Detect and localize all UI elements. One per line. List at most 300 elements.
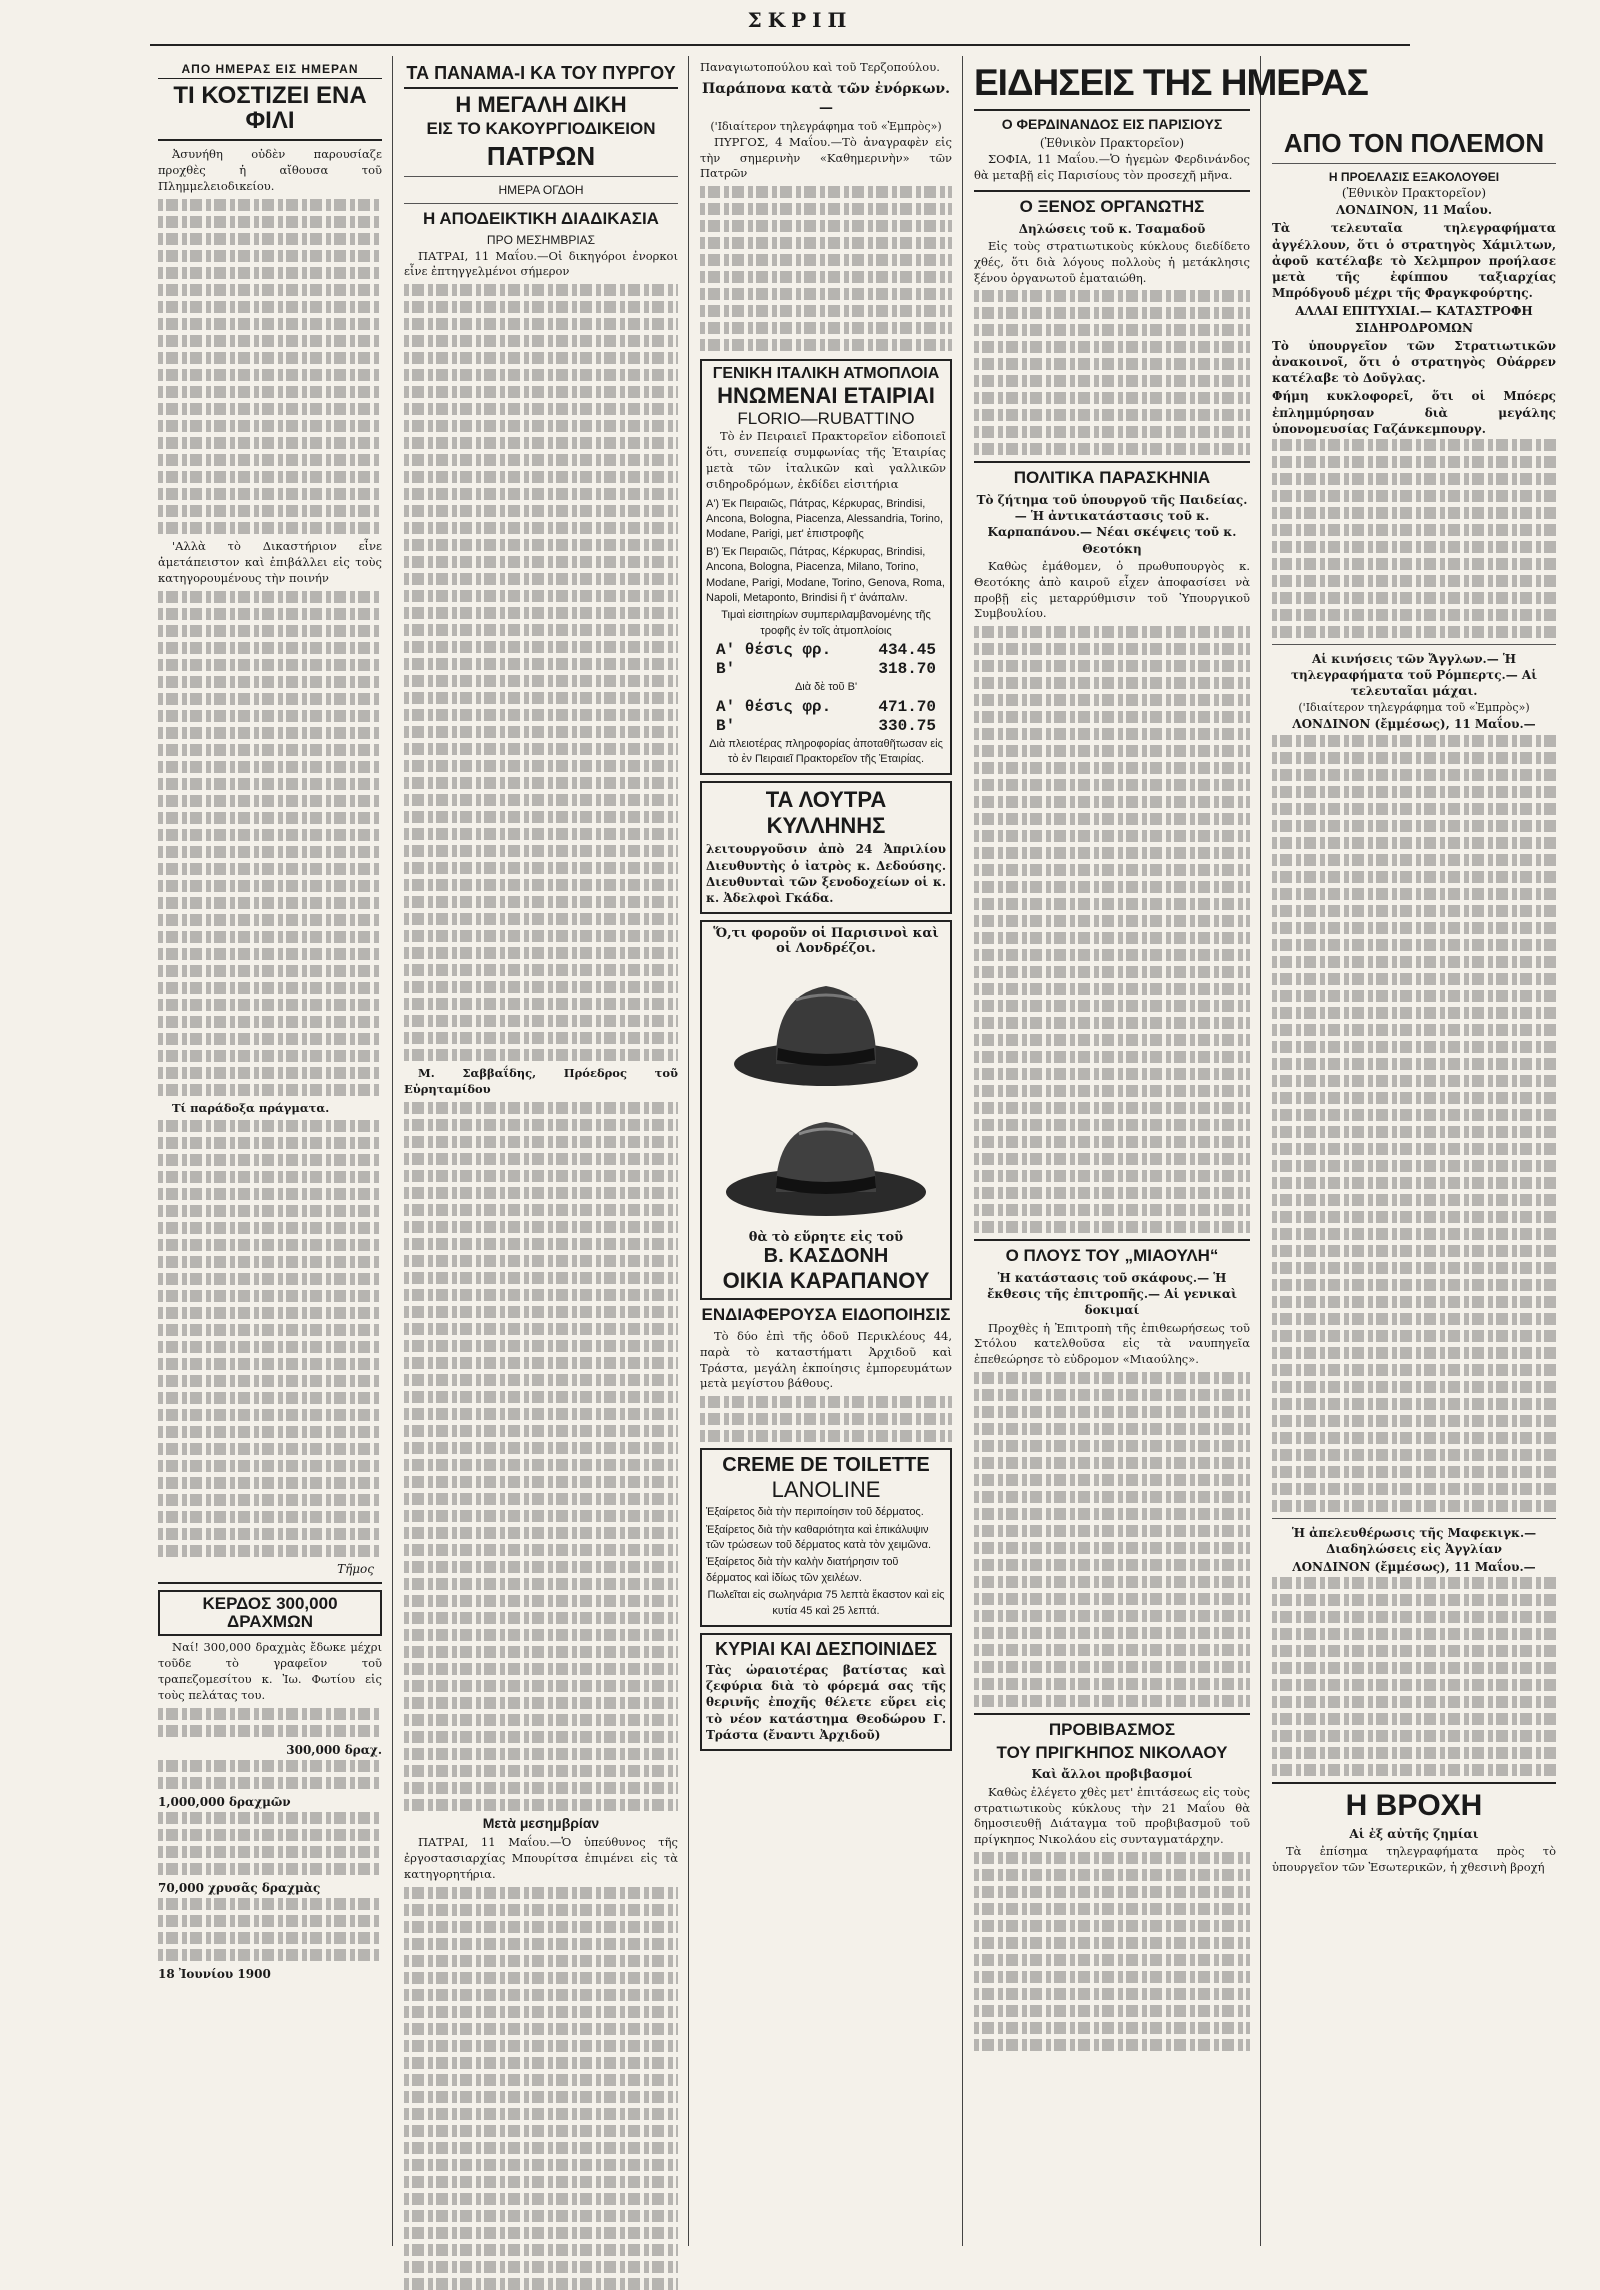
column-4 <box>966 60 1368 2250</box>
text-line <box>974 1000 1250 1012</box>
divider <box>974 190 1250 192</box>
text-line <box>158 659 382 671</box>
price-row-a2 <box>716 698 936 716</box>
ad-steamship <box>700 359 952 775</box>
price-label: Β' <box>716 716 736 735</box>
text-line <box>1272 1611 1556 1623</box>
text-line <box>974 762 1250 774</box>
ad-cream-foot: Πωλεῖται εἰς σωληνάρια 75 λεπτὰ ἕκαστον καὶ εἰς κυτία 45 καὶ 25 λεπτά. <box>707 1589 945 1617</box>
story-4-heading: Ἡ κατάστασις τοῦ σκάφους.— Ἡ ἔκθεσις τῆς ἐπιτροπῆς.— Αἱ γενικαὶ δοκιμαί <box>987 1270 1237 1318</box>
text-line <box>1272 1466 1556 1478</box>
text-line <box>974 949 1250 961</box>
divider <box>974 109 1250 111</box>
text-line <box>974 898 1250 910</box>
divider <box>974 1713 1250 1715</box>
section-title: Η ΑΠΟΔΕΙΚΤΙΚΗ ΔΙΑΔΙΚΑΣΙΑ <box>423 208 659 228</box>
text-line <box>158 914 382 926</box>
text-line <box>974 1051 1250 1063</box>
text-line <box>1272 541 1556 553</box>
ad-fabrics <box>700 1633 952 1751</box>
text-line <box>974 1886 1250 1898</box>
text-line <box>1272 1279 1556 1291</box>
text-line <box>974 1204 1250 1216</box>
story-2-body: Εἰς τοὺς στρατιωτικοὺς κύκλους διεδίδετο χθές, ὅτι διὰ λόγους πολλοὺς ἡ μετάκλησις ξένου ὀργανωτοῦ ἐματαιώθη. <box>974 238 1250 285</box>
text-line <box>974 779 1250 791</box>
text-line <box>404 2210 678 2222</box>
text-line <box>404 1049 678 1061</box>
text-line <box>974 392 1250 404</box>
divider <box>158 139 382 141</box>
text-line <box>404 488 678 500</box>
story-5-title-2: ΤΟΥ ΠΡΙΓΚΗΠΟΣ ΝΙΚΟΛΑΟΥ <box>996 1742 1228 1762</box>
text-line <box>404 1955 678 1967</box>
divider <box>404 176 678 177</box>
text-line <box>1272 1432 1556 1444</box>
ad-steamship-price-label: Τιμαὶ εἰσιτηρίων συμπεριλαμβανομένης τῆς τροφῆς ἐν τοῖς ἀτμοπλοίοις <box>721 609 931 637</box>
text-line <box>1272 1024 1556 1036</box>
text-line <box>158 744 382 756</box>
price-value: 318.70 <box>878 660 936 679</box>
text-line <box>404 2244 678 2256</box>
story-4-body: Προχθὲς ἡ Ἐπιτροπὴ τῆς ἐπιθεωρήσεως τοῦ Στόλου κατελθοῦσα εἰς τὰ ναυπηγεῖα ἐπεθεώρησε τὸ εὐδρομον «Μιαούλης». <box>974 1320 1250 1367</box>
text-line <box>1272 820 1556 832</box>
text-line <box>700 220 952 232</box>
text-line <box>700 288 952 300</box>
column-rule <box>962 56 963 2246</box>
text-line <box>404 607 678 619</box>
text-line <box>974 745 1250 757</box>
text-line <box>1272 1594 1556 1606</box>
text-line <box>1272 956 1556 968</box>
divider <box>404 203 678 204</box>
divider <box>974 1239 1250 1241</box>
text-line <box>404 1561 678 1573</box>
text-line <box>404 1289 678 1301</box>
text-line <box>974 1457 1250 1469</box>
column-2 <box>396 60 686 2250</box>
text-line <box>404 1595 678 1607</box>
text-line <box>404 1255 678 1267</box>
text-line <box>974 1085 1250 1097</box>
text-line <box>404 760 678 772</box>
text-line <box>158 982 382 994</box>
text-line <box>1272 575 1556 587</box>
text-line <box>1272 1415 1556 1427</box>
text-line <box>404 675 678 687</box>
story-5-title-1: ΠΡΟΒΙΒΑΣΜΟΣ <box>1048 1720 1176 1740</box>
ad-hats <box>700 920 952 1300</box>
text-line <box>1272 473 1556 485</box>
text-line <box>158 335 382 347</box>
text-line <box>404 913 678 925</box>
ad-cream-title-2: LANOLINE <box>771 1477 881 1503</box>
text-line <box>158 1477 382 1489</box>
text-line <box>974 1593 1250 1605</box>
text-line <box>158 284 382 296</box>
war-lead-3: Φήμη κυκλοφορεῖ, ὅτι οἱ Μπόερς ἐπλημμύρησαν διὰ μεγάλης ὑπονομευσίας Γαζάνκεμπουργ. <box>1272 389 1556 436</box>
text-line <box>404 930 678 942</box>
text-line <box>1272 1041 1556 1053</box>
ad-baths <box>700 781 952 914</box>
text-line <box>158 437 382 449</box>
price-value: 471.70 <box>878 697 936 716</box>
text-line <box>974 1525 1250 1537</box>
ad-notice-body: Τὸ δύο ἐπὶ τῆς ὁδοῦ Περικλέους 44, παρὰ τὸ καταστήματι Ἀρχιδοῦ καὶ Τράστα, μεγάλη ἐκποίησις ἐμπορευμάτων μετὰ μεγίστου βάθους. <box>700 1328 952 1391</box>
war-dateline-1: ΛΟΝΔΙΝΟΝ, 11 Μαΐου. <box>1335 203 1493 218</box>
witness: Μ. Σαββαΐδης, Πρόεδρος τοῦ Εὐρηταμίδου <box>404 1066 678 1097</box>
text-line <box>974 1491 1250 1503</box>
text-line <box>158 454 382 466</box>
text-line <box>974 1102 1250 1114</box>
text-line <box>404 301 678 313</box>
headline-2: ΕΙΣ ΤΟ ΚΑΚΟΥΡΓΙΟΔΙΚΕΙΟΝ <box>426 118 656 138</box>
text-line <box>158 710 382 722</box>
text-line <box>158 216 382 228</box>
text-line <box>974 358 1250 370</box>
text-line <box>700 322 952 334</box>
ad-hats-name: Β. ΚΑΣΔΟΝΗ <box>763 1245 889 1268</box>
text-line <box>1272 1296 1556 1308</box>
text-line <box>404 947 678 959</box>
text-line <box>974 1187 1250 1199</box>
text-line <box>1272 609 1556 621</box>
text-line <box>974 341 1250 353</box>
text-line <box>404 522 678 534</box>
text-line <box>404 1170 678 1182</box>
text-line <box>158 1708 382 1720</box>
text-line <box>404 2040 678 2052</box>
text-line <box>1272 507 1556 519</box>
text-line <box>158 812 382 824</box>
ad-steamship-title-2: ΗΝΩΜΕΝΑΙ ΕΤΑΙΡΙΑΙ <box>717 383 935 409</box>
text-line <box>1272 592 1556 604</box>
text-line <box>700 1430 952 1442</box>
text-line <box>404 2227 678 2239</box>
text-line <box>1272 1194 1556 1206</box>
text-line <box>1272 1092 1556 1104</box>
text-line <box>974 1406 1250 1418</box>
text-line <box>158 1307 382 1319</box>
time-label: ΠΡΟ ΜΕΣΗΜΒΡΙΑΣ <box>486 232 596 247</box>
ad-hats-shop: ΟΙΚΙΑ ΚΑΡΑΠΑΝΟΥ <box>722 1268 930 1294</box>
text-line <box>1272 1058 1556 1070</box>
text-line <box>404 1646 678 1658</box>
text-line <box>1272 1347 1556 1359</box>
war-title: ΑΠΟ ΤΟΝ ΠΟΛΕΜΟΝ <box>1283 128 1545 158</box>
text-line <box>404 964 678 976</box>
text-line <box>700 254 952 266</box>
hat-illustration <box>726 964 926 1094</box>
masthead-title: ΣΚΡΙΠ <box>747 8 853 32</box>
text-line <box>974 1678 1250 1690</box>
text-line <box>1272 626 1556 638</box>
text-line <box>404 1887 678 1899</box>
text-line <box>404 1425 678 1437</box>
text-line <box>1272 1262 1556 1274</box>
date-line: 18 Ἰουνίου 1900 <box>158 1967 271 1982</box>
text-line <box>974 1440 1250 1452</box>
text-line <box>974 728 1250 740</box>
war-heading-2: ΑΛΛΑΙ ΕΠΙΤΥΧΙΑΙ.— ΚΑΤΑΣΤΡΟΦΗ ΣΙΔΗΡΟΔΡΟΜΩΝ <box>1295 304 1533 335</box>
text-line <box>404 1357 678 1369</box>
text-line <box>1272 735 1556 747</box>
text-line <box>404 1938 678 1950</box>
text-line <box>404 1032 678 1044</box>
text-line <box>1272 1747 1556 1759</box>
text-line <box>158 676 382 688</box>
text-line <box>158 863 382 875</box>
text-line <box>974 1954 1250 1966</box>
story-1-title: Ο ΦΕΡΔΙΝΑΝΔΟΣ ΕΙΣ ΠΑΡΙΣΙΟΥΣ <box>1001 115 1223 132</box>
text-line <box>404 624 678 636</box>
text-line <box>158 471 382 483</box>
text-line <box>974 1474 1250 1486</box>
text-line <box>974 1644 1250 1656</box>
text-line <box>700 271 952 283</box>
text-line <box>974 881 1250 893</box>
text-line <box>404 658 678 670</box>
text-line <box>404 1697 678 1709</box>
text-line <box>404 1408 678 1420</box>
text-line <box>158 1863 382 1875</box>
text-line <box>158 778 382 790</box>
text-line <box>158 1829 382 1841</box>
text-line <box>404 284 678 296</box>
story-1-body: ΣΟΦΙΑ, 11 Μαΐου.—Ὁ ἡγεμὼν Φερδινάνδος θὰ μεταβῇ εἰς Παρισίους τὸν προσεχῆ μῆνα. <box>974 152 1250 183</box>
text-line <box>404 2057 678 2069</box>
rubric: ΑΠΟ ΗΜΕΡΑΣ ΕΙΣ ΗΜΕΡΑΝ <box>158 62 382 79</box>
ad-steamship-foot: Διὰ πλειοτέρας πληροφορίας ἀποταθῆτωσαν εἰς τὸ ἐν Πειραιεῖ Πρακτορεῖον τῆς Ἑταιρίας. <box>709 737 943 765</box>
text-line <box>974 983 1250 995</box>
text-line <box>158 693 382 705</box>
story-2-heading: Δηλώσεις τοῦ κ. Τσαμαδοῦ <box>1018 221 1206 236</box>
text-line <box>974 1610 1250 1622</box>
text-line <box>404 1731 678 1743</box>
text-line <box>404 2108 678 2120</box>
text-line <box>158 1812 382 1824</box>
text-line <box>974 932 1250 944</box>
column-rule <box>1260 56 1261 2246</box>
text-line <box>1272 524 1556 536</box>
ad-baths-title: ΤΑ ΛΟΥΤΡΑ ΚΥΛΛΗΝΗΣ <box>765 787 887 839</box>
text-line <box>404 471 678 483</box>
divider <box>158 1582 382 1584</box>
text-line <box>158 1511 382 1523</box>
text-line <box>404 1340 678 1352</box>
text-line <box>404 335 678 347</box>
text-line <box>158 1725 382 1737</box>
text-line <box>1272 1679 1556 1691</box>
text-line <box>974 2005 1250 2017</box>
text-line <box>404 2176 678 2188</box>
text-line <box>158 318 382 330</box>
text-line <box>1272 1075 1556 1087</box>
text-line <box>700 305 952 317</box>
text-line <box>404 2006 678 2018</box>
text-line <box>404 437 678 449</box>
text-line <box>974 1508 1250 1520</box>
text-line <box>404 811 678 823</box>
text-line <box>158 965 382 977</box>
text-line <box>974 626 1250 638</box>
text-line <box>158 1426 382 1438</box>
text-line <box>158 1050 382 1062</box>
text-line <box>158 386 382 398</box>
text-line <box>404 2261 678 2273</box>
text-line <box>158 727 382 739</box>
text-line <box>974 1937 1250 1949</box>
text-line <box>158 267 382 279</box>
ad-steamship-route-a: Α') Ἐκ Πειραιῶς, Πάτρας, Κέρκυρας, Brindisi, Ancona, Bologna, Piacenza, Alessandria, Torino, Modane, Parigi, μετ' ἐπιστροφῆς <box>706 497 944 541</box>
text-line <box>158 1137 382 1149</box>
text-line <box>158 795 382 807</box>
text-line <box>974 2022 1250 2034</box>
text-line <box>158 1392 382 1404</box>
telegram-note: ('Ιδιαίτερον τηλεγράφημα τοῦ «Ἐμπρὸς») <box>710 119 942 133</box>
text-line <box>158 1084 382 1096</box>
rain-heading: Αἱ ἐξ αὐτῆς ζημίαι <box>1349 1826 1479 1841</box>
text-line <box>158 999 382 1011</box>
text-line <box>974 847 1250 859</box>
war-dateline-3: ΛΟΝΔΙΝΟΝ (ἔμμέσως), 11 Μαΐου.— <box>1292 1560 1536 1575</box>
divider <box>1272 1518 1556 1519</box>
text-line <box>974 1971 1250 1983</box>
text-line <box>974 1695 1250 1707</box>
text-line <box>974 1576 1250 1588</box>
text-line <box>404 1119 678 1131</box>
text-line <box>404 2074 678 2086</box>
text-line <box>158 948 382 960</box>
subhead: Μετὰ μεσημβρίαν <box>482 1815 600 1831</box>
text-line <box>974 830 1250 842</box>
price-row-b2 <box>716 717 936 735</box>
text-line <box>404 1238 678 1250</box>
text-line <box>974 409 1250 421</box>
text-line <box>404 1136 678 1148</box>
text-line <box>974 1542 1250 1554</box>
price-value: 434.45 <box>878 641 936 660</box>
text-line <box>700 237 952 249</box>
column-5 <box>1264 60 1564 2250</box>
text-line <box>404 1153 678 1165</box>
dateline: ΠΥΡΓΟΣ, 4 Μαΐου.—Τὸ ἀναγραφὲν εἰς τὴν σημερινὴν «Καθημερινὴν» τῶν Πατρῶν <box>700 134 952 181</box>
text-line <box>404 1782 678 1794</box>
text-line <box>404 403 678 415</box>
text-line <box>974 1119 1250 1131</box>
text-line <box>404 845 678 857</box>
story-5-heading: Καὶ ἄλλοι προβιβασμοί <box>1031 1767 1193 1782</box>
text-line <box>1272 456 1556 468</box>
price-mid: Διὰ δὲ τοῦ Β' <box>794 681 858 694</box>
text-line <box>404 998 678 1010</box>
text-line <box>158 1324 382 1336</box>
text-line <box>404 505 678 517</box>
text-line <box>158 1120 382 1132</box>
subhead: Τί παράδοξα πράγματα. <box>172 1100 330 1115</box>
price-label: Β' <box>716 660 736 679</box>
text-line <box>158 1777 382 1789</box>
text-line <box>1272 973 1556 985</box>
text-line <box>158 1443 382 1455</box>
text-line <box>404 1629 678 1641</box>
text-line <box>974 813 1250 825</box>
text-line <box>1272 439 1556 451</box>
text-line <box>158 1016 382 1028</box>
text-line <box>974 1153 1250 1165</box>
text-line <box>404 1904 678 1916</box>
war-lead-2: Τὸ ὑπουργεῖον τῶν Στρατιωτικῶν ἀνακοινοῖ, ὅτι ὁ στρατηγὸς Οὐάρρεν κατέλαβε τὸ Δοῦγλας. <box>1272 338 1556 386</box>
text-line <box>158 642 382 654</box>
text-line <box>404 1493 678 1505</box>
kicker: ΤΑ ΠΑΝΑΜΑ-Ι ΚΑ ΤΟΥ ΠΥΡΓΟΥ <box>404 64 678 89</box>
text-line <box>1272 1398 1556 1410</box>
amount-2: 1,000,000 δραχμῶν <box>158 1794 291 1809</box>
text-line <box>974 1627 1250 1639</box>
text-line <box>1272 1381 1556 1393</box>
box-lead: Ναί! 300,000 δραχμὰς ἔδωκε μέχρι τοῦδε τὸ γραφεῖον τοῦ τραπεζομεσίτου κ. Ἰω. Φωτίου εἰς τοὺς πελάτας του. <box>158 1640 382 1702</box>
text-line <box>158 880 382 892</box>
text-line <box>158 1846 382 1858</box>
text-line <box>404 726 678 738</box>
text-line <box>974 1423 1250 1435</box>
price-row-a1 <box>716 641 936 659</box>
text-line <box>404 1714 678 1726</box>
ad-cream-line-1: Ἐξαίρετος διὰ τὴν περιποίησιν τοῦ δέρματος. <box>706 1506 924 1519</box>
text-line <box>158 1205 382 1217</box>
text-line <box>404 573 678 585</box>
divider <box>1272 644 1556 645</box>
text-line <box>158 1290 382 1302</box>
ad-hats-title: Ὅ,τι φοροῦν οἱ Παρισινοὶ καὶ οἱ Λονδρέζοι. <box>713 926 939 957</box>
text-line <box>974 694 1250 706</box>
text-line <box>404 1459 678 1471</box>
headline-3: ΠΑΤΡΩΝ <box>486 140 596 171</box>
war-note: ('Ιδιαίτερον τηλεγράφημα τοῦ «Ἐμπρὸς») <box>1298 701 1530 715</box>
headline-1: Η ΜΕΓΑΛΗ ΔΙΚΗ <box>455 91 627 117</box>
text-line <box>158 1273 382 1285</box>
text-line <box>404 1221 678 1233</box>
text-line <box>1272 905 1556 917</box>
price-row-b1 <box>716 660 936 678</box>
article-quote: 'Αλλὰ τὸ Δικαστήριον εἶνε ἀμετάπειστον καὶ ἐπιβάλλει εἰς τοὺς κατηγορουμένους τὴν ποινήν <box>158 538 382 585</box>
war-heading-4: Ἡ ἀπελευθέρωσις τῆς Μαφεκιγκ.— Διαδηλώσεις εἰς Ἀγγλίαν <box>1291 1525 1537 1556</box>
war-source: (Ἐθνικὸν Πρακτορεῖον) <box>1341 186 1487 201</box>
text-line <box>158 1545 382 1557</box>
text-line <box>404 2125 678 2137</box>
story-4-title: Ο ΠΛΟΥΣ ΤΟΥ „ΜΙΑΟΥΛΗ“ <box>1005 1246 1219 1266</box>
text-line <box>404 777 678 789</box>
text-line <box>404 1391 678 1403</box>
story-1-source: (Ἐθνικὸν Πρακτορεῖον) <box>1039 136 1185 151</box>
text-line <box>158 352 382 364</box>
text-line <box>1272 1364 1556 1376</box>
telegram: ΠΑΤΡΑΙ, 11 Μαΐου.—Ὁ ὑπεύθυνος τῆς ἐργοστασιαρχίας Μπουρίτσα ἐπιμένει εἰς τὰ κατηγορητήρια. <box>404 1835 678 1882</box>
text-line <box>974 660 1250 672</box>
rain-body: Τὰ ἐπίσημα τηλεγραφήματα πρὸς τὸ ὑπουργεῖον τῶν Ἐσωτερικῶν, ἡ χθεσινὴ βροχή <box>1272 1843 1556 1874</box>
text-line <box>700 339 952 351</box>
text-line <box>158 608 382 620</box>
text-line <box>158 1760 382 1772</box>
text-line <box>974 290 1250 302</box>
text-line <box>404 1306 678 1318</box>
text-line <box>404 1015 678 1027</box>
box-headline: ΚΕΡΔΟΣ 300,000 ΔΡΑΧΜΩΝ <box>158 1590 382 1636</box>
text-line <box>158 1409 382 1421</box>
text-line <box>404 1442 678 1454</box>
story-3-heading: Τὸ ζήτημα τοῦ ὑπουργοῦ τῆς Παιδείας.— Ἡ ἀντικατάστασις τοῦ κ. Καρπαπάνου.— Νέαι σκέψεις τοῦ κ. Θεοτόκη <box>976 493 1248 556</box>
text-line <box>404 1612 678 1624</box>
war-heading-3: Αἱ κινήσεις τῶν Ἄγγλων.— Ἡ τηλεγραφήματα τοῦ Ρόμπερτς.— Αἱ τελευταῖαι μάχαι. <box>1290 651 1538 699</box>
